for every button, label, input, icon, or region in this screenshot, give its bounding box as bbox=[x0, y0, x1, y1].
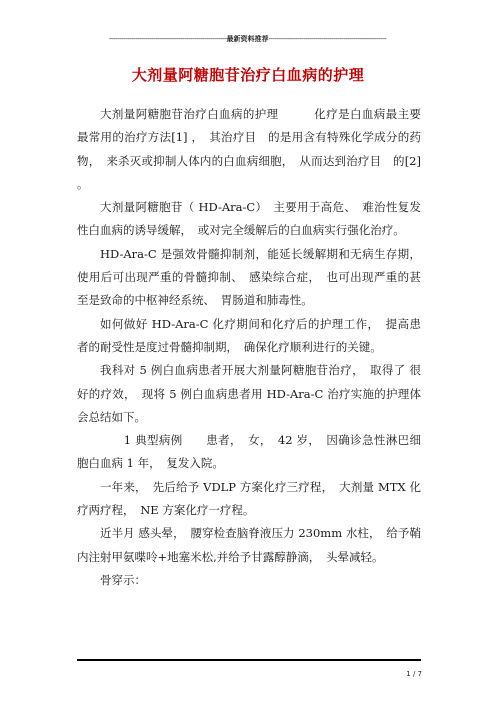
document-title: 大剂量阿糖胞苷治疗白血病的护理 bbox=[131, 66, 365, 84]
paragraph: 骨穿示： bbox=[100, 572, 146, 587]
paragraph: 大剂量阿糖胞苷（ HD-Ara-C） 主要用于高危、 难治性复发性白血病的诱导缓解， 或对完全缓解后的白血病实行强化治疗。 bbox=[77, 200, 421, 238]
paragraph: HD-Ara-C 是强效骨髓抑制剂，能延长缓解期和无病生存期，使用后可出现严重的骨髓抑制、 感染综合症， 也可出现严重的甚至是致命的中枢神经系统、 胃肠道和肺毒性。 bbox=[77, 246, 421, 308]
document-body bbox=[77, 103, 433, 592]
paragraph: 近半月 感头晕， 腰穿检查脑脊液压力 230mm 水柱， 给予鞘内注射甲氨喋呤+地塞米松,并给予甘露醇静滴， 头晕减轻。 bbox=[77, 526, 421, 564]
header-dashes-right: ---------------------------------------------------------- bbox=[268, 35, 387, 43]
paragraph: 大剂量阿糖胞苷治疗白血病的护理 化疗是白血病最主要最常用的治疗方法[1] ， 其治疗目 的是用含有特殊化学成分的药物， 来杀灭或抑制人体内的白血病细胞， 从而达到治疗目 的[2] 。 bbox=[77, 107, 433, 191]
footer-rule bbox=[77, 659, 421, 661]
page-header bbox=[75, 35, 420, 44]
header-label: 最新资料推荐 bbox=[226, 35, 269, 43]
paragraph: 我科对 5 例白血病患者开展大剂量阿糖胞苷治疗， 取得了 很好的疗效， 现将 5 例白血病患者用 HD-Ara-C 治疗实施的护理体会总结如下。 bbox=[77, 363, 421, 424]
paragraph: 一年来， 先后给予 VDLP 方案化疗三疗程， 大剂量 MTX 化疗两疗程， NE 方案化疗一疗程。 bbox=[77, 479, 421, 518]
page-number: 1 / 7 bbox=[406, 670, 422, 678]
paragraph: 如何做好 HD-Ara-C 化疗期间和化疗后的护理工作， 提高患者的耐受性是度过骨髓抑制期， 确保化疗顺利进行的关键。 bbox=[77, 316, 421, 354]
header-dashes-left: ---------------------------------------------------------- bbox=[108, 35, 227, 43]
paragraph: 1 典型病例 患者， 女， 42 岁， 因确诊急性淋巴细胞白血病 1 年， 复发入院。 bbox=[77, 433, 421, 471]
